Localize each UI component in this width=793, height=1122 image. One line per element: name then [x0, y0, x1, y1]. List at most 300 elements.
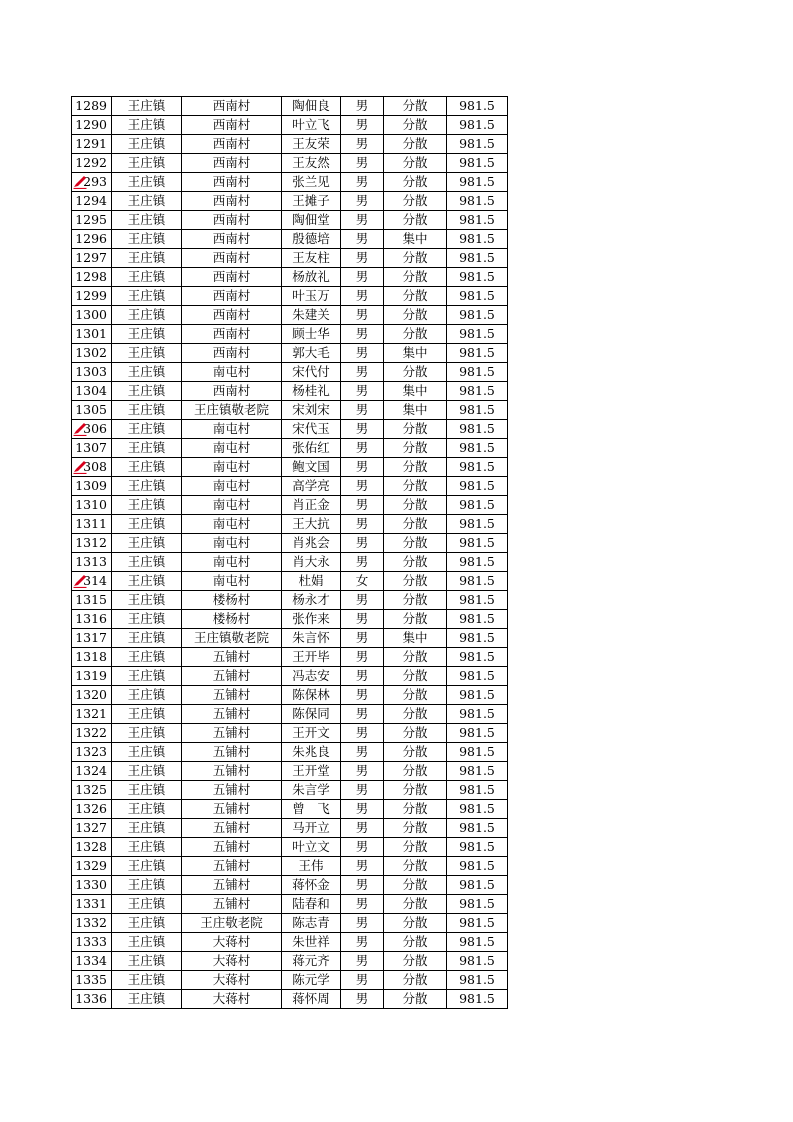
village-cell [182, 306, 282, 325]
name-cell [282, 914, 341, 933]
town-cell [112, 819, 182, 838]
sex-text: 男 [355, 554, 369, 569]
support-type-text: 分散 [402, 269, 428, 284]
support-type-text: 分散 [402, 706, 428, 721]
town-cell [112, 876, 182, 895]
support-type-cell [384, 781, 447, 800]
support-type-text: 分散 [402, 953, 428, 968]
row-number-cell [72, 990, 112, 1009]
sex-cell [341, 135, 384, 154]
table-body [72, 97, 508, 1009]
row-number-text: 1331 [75, 896, 107, 911]
table-row [72, 344, 508, 363]
amount-text: 981.5 [459, 117, 495, 132]
sex-text: 男 [355, 763, 369, 778]
name-cell [282, 344, 341, 363]
row-number-cell [72, 211, 112, 230]
name-text: 顾士华 [292, 326, 330, 341]
sex-text: 男 [355, 212, 369, 227]
amount-text: 981.5 [459, 972, 495, 987]
support-type-text: 集中 [402, 231, 428, 246]
town-cell [112, 135, 182, 154]
row-number-cell [72, 192, 112, 211]
town-text: 王庄镇 [127, 839, 166, 854]
pencil-note-icon[interactable] [73, 175, 87, 189]
town-cell [112, 800, 182, 819]
row-number-text: 1326 [75, 801, 107, 816]
amount-text: 981.5 [459, 440, 495, 455]
sex-cell [341, 667, 384, 686]
row-number-cell [72, 230, 112, 249]
pencil-note-icon[interactable] [73, 422, 87, 436]
village-cell [182, 933, 282, 952]
name-text: 叶立文 [292, 839, 330, 854]
village-cell [182, 363, 282, 382]
sex-cell [341, 249, 384, 268]
town-cell [112, 439, 182, 458]
support-type-text: 分散 [402, 98, 428, 113]
name-cell [282, 382, 341, 401]
name-text: 陶佃良 [292, 98, 330, 113]
name-text: 朱言怀 [292, 630, 330, 645]
village-cell [182, 781, 282, 800]
name-text: 张佑红 [292, 440, 330, 455]
name-text: 宋代付 [292, 364, 330, 379]
support-type-cell [384, 762, 447, 781]
amount-text: 981.5 [459, 516, 495, 531]
name-text: 叶玉万 [292, 288, 330, 303]
support-type-cell [384, 914, 447, 933]
support-type-text: 集中 [402, 345, 428, 360]
village-text: 五铺村 [212, 896, 251, 911]
amount-cell [447, 401, 508, 420]
sex-text: 男 [355, 896, 369, 911]
name-cell [282, 401, 341, 420]
sex-cell [341, 933, 384, 952]
support-type-text: 分散 [402, 516, 428, 531]
sex-cell [341, 116, 384, 135]
amount-text: 981.5 [459, 706, 495, 721]
table-row [72, 952, 508, 971]
village-cell [182, 135, 282, 154]
town-cell [112, 534, 182, 553]
support-type-cell [384, 838, 447, 857]
village-text: 五铺村 [212, 839, 251, 854]
town-cell [112, 762, 182, 781]
village-cell [182, 629, 282, 648]
amount-cell [447, 819, 508, 838]
name-text: 冯志安 [292, 668, 330, 683]
town-cell [112, 724, 182, 743]
sex-text: 男 [355, 440, 369, 455]
support-type-text: 分散 [402, 478, 428, 493]
village-cell [182, 439, 282, 458]
town-cell [112, 990, 182, 1009]
amount-cell [447, 135, 508, 154]
row-number-text: 1310 [75, 497, 107, 512]
name-cell [282, 610, 341, 629]
sex-cell [341, 895, 384, 914]
support-type-text: 分散 [402, 117, 428, 132]
town-text: 王庄镇 [127, 934, 166, 949]
name-text: 陆春和 [292, 896, 330, 911]
amount-text: 981.5 [459, 858, 495, 873]
sex-text: 男 [355, 136, 369, 151]
table-row [72, 819, 508, 838]
name-text: 王伟 [298, 858, 324, 873]
row-number-text: 1301 [75, 326, 107, 341]
row-number-cell [72, 857, 112, 876]
row-number-text: 1305 [75, 402, 107, 417]
row-number-text: 1311 [75, 516, 107, 531]
row-number-text: 1313 [75, 554, 107, 569]
name-text: 王友柱 [292, 250, 330, 265]
town-text: 王庄镇 [127, 573, 166, 588]
row-number-cell [72, 420, 112, 439]
table-row [72, 477, 508, 496]
name-text: 肖大永 [292, 554, 330, 569]
village-cell [182, 97, 282, 116]
amount-text: 981.5 [459, 820, 495, 835]
amount-text: 981.5 [459, 212, 495, 227]
amount-text: 981.5 [459, 231, 495, 246]
village-text: 南屯村 [212, 554, 251, 569]
support-type-text: 分散 [402, 212, 428, 227]
town-text: 王庄镇 [127, 801, 166, 816]
amount-text: 981.5 [459, 402, 495, 417]
name-text: 马开立 [292, 820, 330, 835]
support-type-cell [384, 990, 447, 1009]
town-text: 王庄镇 [127, 687, 166, 702]
support-type-cell [384, 154, 447, 173]
table-row [72, 325, 508, 344]
support-type-text: 分散 [402, 649, 428, 664]
sex-text: 男 [355, 402, 369, 417]
amount-cell [447, 230, 508, 249]
sex-cell [341, 154, 384, 173]
sex-cell [341, 268, 384, 287]
support-type-cell [384, 629, 447, 648]
village-text: 楼杨村 [212, 592, 251, 607]
amount-text: 981.5 [459, 345, 495, 360]
town-cell [112, 952, 182, 971]
sex-text: 男 [355, 972, 369, 987]
name-text: 王大抗 [292, 516, 330, 531]
town-cell [112, 895, 182, 914]
town-text: 王庄镇 [127, 478, 166, 493]
name-cell [282, 458, 341, 477]
sex-text: 男 [355, 174, 369, 189]
amount-cell [447, 838, 508, 857]
town-text: 王庄镇 [127, 554, 166, 569]
row-number-cell [72, 534, 112, 553]
support-type-cell [384, 211, 447, 230]
amount-text: 981.5 [459, 953, 495, 968]
town-cell [112, 648, 182, 667]
row-number-cell [72, 781, 112, 800]
village-text: 大蒋村 [212, 934, 251, 949]
row-number-cell [72, 439, 112, 458]
sex-text: 男 [355, 459, 369, 474]
town-cell [112, 914, 182, 933]
row-number-cell [72, 914, 112, 933]
name-cell [282, 173, 341, 192]
village-cell [182, 344, 282, 363]
row-number-cell [72, 933, 112, 952]
support-type-cell [384, 135, 447, 154]
support-type-text: 集中 [402, 630, 428, 645]
row-number-text: 1333 [75, 934, 107, 949]
town-text: 王庄镇 [127, 706, 166, 721]
name-cell [282, 857, 341, 876]
row-number-text: 1329 [75, 858, 107, 873]
town-text: 王庄镇 [127, 668, 166, 683]
row-number-cell [72, 838, 112, 857]
village-cell [182, 800, 282, 819]
amount-text: 981.5 [459, 934, 495, 949]
town-cell [112, 192, 182, 211]
sex-cell [341, 705, 384, 724]
sex-cell [341, 534, 384, 553]
name-cell [282, 591, 341, 610]
town-text: 王庄镇 [127, 858, 166, 873]
row-number-text: 1296 [75, 231, 107, 246]
amount-text: 981.5 [459, 896, 495, 911]
name-cell [282, 572, 341, 591]
name-cell [282, 154, 341, 173]
town-text: 王庄镇 [127, 269, 166, 284]
support-type-text: 分散 [402, 839, 428, 854]
town-cell [112, 515, 182, 534]
village-cell [182, 838, 282, 857]
support-type-text: 集中 [402, 402, 428, 417]
support-type-text: 分散 [402, 972, 428, 987]
village-text: 五铺村 [212, 649, 251, 664]
support-type-text: 集中 [402, 383, 428, 398]
row-number-text: 1289 [75, 98, 107, 113]
village-cell [182, 382, 282, 401]
town-text: 王庄镇 [127, 991, 166, 1006]
row-number-cell [72, 401, 112, 420]
sex-text: 男 [355, 421, 369, 436]
sex-text: 男 [355, 326, 369, 341]
amount-cell [447, 933, 508, 952]
town-text: 王庄镇 [127, 136, 166, 151]
row-number-text: 1295 [75, 212, 107, 227]
amount-text: 981.5 [459, 915, 495, 930]
village-text: 五铺村 [212, 782, 251, 797]
name-text: 叶立飞 [292, 117, 330, 132]
town-text: 王庄镇 [127, 250, 166, 265]
table-row [72, 781, 508, 800]
sex-text: 男 [355, 269, 369, 284]
name-cell [282, 990, 341, 1009]
amount-cell [447, 116, 508, 135]
name-text: 陈保同 [292, 706, 330, 721]
table-row [72, 686, 508, 705]
amount-cell [447, 268, 508, 287]
village-cell [182, 667, 282, 686]
row-number-text: 1291 [75, 136, 107, 151]
row-number-text: 1299 [75, 288, 107, 303]
sex-cell [341, 724, 384, 743]
row-number-cell [72, 458, 112, 477]
amount-text: 981.5 [459, 744, 495, 759]
row-number-text: 1321 [75, 706, 107, 721]
name-cell [282, 496, 341, 515]
support-type-cell [384, 534, 447, 553]
row-number-text: 1307 [75, 440, 107, 455]
support-type-cell [384, 610, 447, 629]
sex-cell [341, 344, 384, 363]
row-number-cell [72, 325, 112, 344]
town-cell [112, 287, 182, 306]
name-text: 郭大毛 [292, 345, 330, 360]
amount-text: 981.5 [459, 877, 495, 892]
support-type-cell [384, 458, 447, 477]
row-number-cell [72, 629, 112, 648]
support-type-text: 分散 [402, 782, 428, 797]
support-type-text: 分散 [402, 554, 428, 569]
town-cell [112, 705, 182, 724]
town-cell [112, 401, 182, 420]
support-type-cell [384, 173, 447, 192]
name-cell [282, 895, 341, 914]
name-text: 鲍文国 [292, 459, 330, 474]
amount-text: 981.5 [459, 725, 495, 740]
amount-text: 981.5 [459, 421, 495, 436]
amount-cell [447, 895, 508, 914]
sex-text: 男 [355, 744, 369, 759]
town-cell [112, 230, 182, 249]
row-number-text: 1316 [75, 611, 107, 626]
village-text: 南屯村 [212, 421, 251, 436]
sex-cell [341, 838, 384, 857]
sex-cell [341, 629, 384, 648]
village-text: 王庄镇敬老院 [193, 402, 269, 417]
sex-cell [341, 857, 384, 876]
sex-cell [341, 819, 384, 838]
table-row [72, 800, 508, 819]
support-type-text: 分散 [402, 288, 428, 303]
amount-text: 981.5 [459, 250, 495, 265]
table-row [72, 116, 508, 135]
village-cell [182, 268, 282, 287]
row-number-text: 1303 [75, 364, 107, 379]
village-text: 西南村 [212, 269, 251, 284]
row-number-cell [72, 135, 112, 154]
support-type-text: 分散 [402, 497, 428, 512]
amount-cell [447, 572, 508, 591]
support-type-cell [384, 686, 447, 705]
amount-text: 981.5 [459, 782, 495, 797]
sex-text: 女 [355, 573, 369, 588]
amount-cell [447, 211, 508, 230]
amount-text: 981.5 [459, 497, 495, 512]
town-text: 王庄镇 [127, 763, 166, 778]
table-row [72, 420, 508, 439]
table-row [72, 306, 508, 325]
name-cell [282, 420, 341, 439]
name-text: 王友荣 [292, 136, 330, 151]
support-type-text: 分散 [402, 440, 428, 455]
name-cell [282, 534, 341, 553]
name-cell [282, 363, 341, 382]
village-text: 西南村 [212, 212, 251, 227]
row-number-cell [72, 819, 112, 838]
support-type-cell [384, 971, 447, 990]
name-text: 朱建关 [292, 307, 330, 322]
amount-cell [447, 154, 508, 173]
village-cell [182, 401, 282, 420]
name-cell [282, 781, 341, 800]
village-cell [182, 230, 282, 249]
support-type-cell [384, 325, 447, 344]
row-number-cell [72, 249, 112, 268]
table-row [72, 895, 508, 914]
table-row [72, 876, 508, 895]
table-row [72, 667, 508, 686]
support-type-cell [384, 363, 447, 382]
sex-text: 男 [355, 725, 369, 740]
village-text: 王庄镇敬老院 [193, 630, 269, 645]
village-cell [182, 857, 282, 876]
sex-cell [341, 648, 384, 667]
village-cell [182, 724, 282, 743]
amount-text: 981.5 [459, 98, 495, 113]
support-type-cell [384, 743, 447, 762]
table-row [72, 268, 508, 287]
table-row [72, 211, 508, 230]
support-type-text: 分散 [402, 573, 428, 588]
pencil-note-icon[interactable] [73, 460, 87, 474]
village-cell [182, 705, 282, 724]
village-cell [182, 952, 282, 971]
amount-text: 981.5 [459, 839, 495, 854]
amount-text: 981.5 [459, 687, 495, 702]
row-number-text: 1298 [75, 269, 107, 284]
row-number-cell [72, 154, 112, 173]
row-number-text: 293 [83, 174, 107, 189]
village-text: 西南村 [212, 383, 251, 398]
support-type-cell [384, 439, 447, 458]
pencil-note-icon[interactable] [73, 574, 87, 588]
sex-text: 男 [355, 801, 369, 816]
table-row [72, 743, 508, 762]
row-number-cell [72, 724, 112, 743]
table-row [72, 762, 508, 781]
name-cell [282, 306, 341, 325]
town-text: 王庄镇 [127, 630, 166, 645]
row-number-cell [72, 173, 112, 192]
town-text: 王庄镇 [127, 535, 166, 550]
village-text: 南屯村 [212, 440, 251, 455]
amount-cell [447, 686, 508, 705]
village-cell [182, 686, 282, 705]
town-cell [112, 344, 182, 363]
sex-cell [341, 800, 384, 819]
village-text: 五铺村 [212, 763, 251, 778]
support-type-text: 分散 [402, 858, 428, 873]
sex-cell [341, 990, 384, 1009]
row-number-cell [72, 971, 112, 990]
name-text: 陈志青 [292, 915, 330, 930]
table-row [72, 648, 508, 667]
row-number-text: 1322 [75, 725, 107, 740]
support-type-cell [384, 952, 447, 971]
row-number-text: 1309 [75, 478, 107, 493]
support-type-cell [384, 895, 447, 914]
